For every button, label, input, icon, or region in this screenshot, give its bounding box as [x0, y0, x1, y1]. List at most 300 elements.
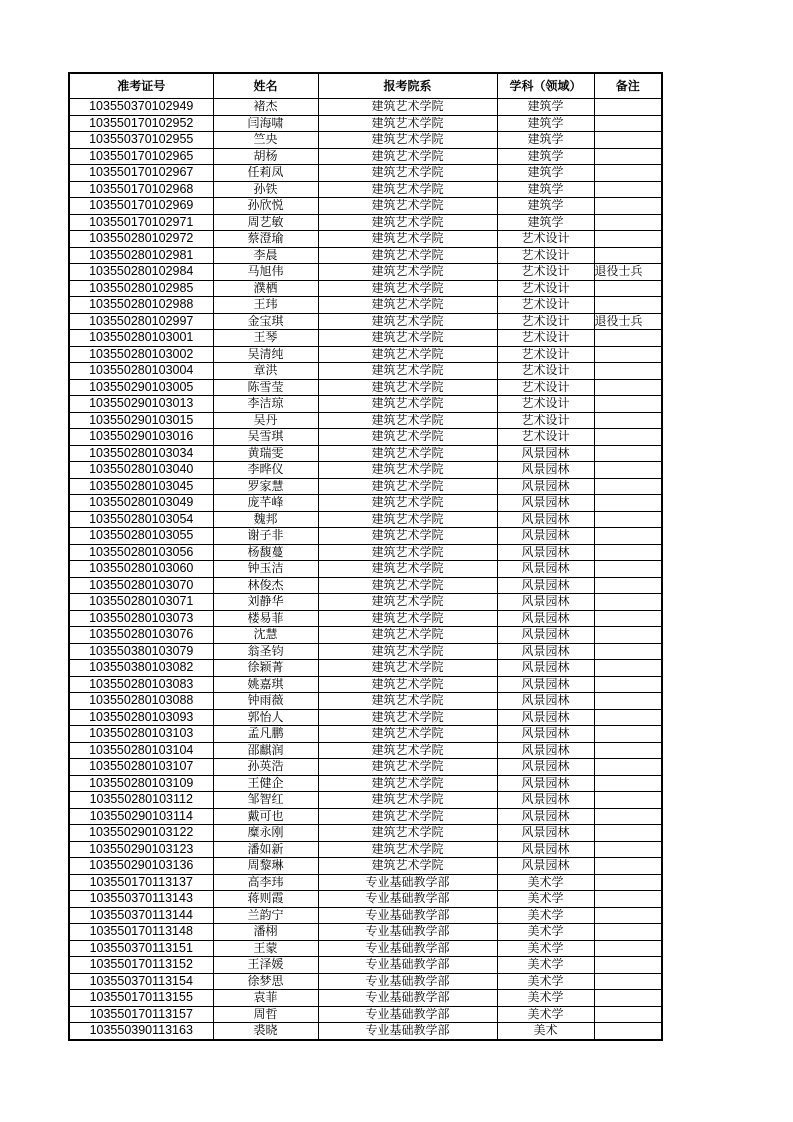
cell-remarks	[594, 660, 662, 677]
cell-name: 周艺敏	[213, 214, 318, 231]
table-row	[69, 957, 662, 974]
cell-remarks	[594, 775, 662, 792]
table-row	[69, 676, 662, 693]
cell-subject: 风景园林	[497, 742, 594, 759]
cell-subject: 美术学	[497, 973, 594, 990]
cell-name: 魏邦	[213, 511, 318, 528]
cell-name: 兰韵宁	[213, 907, 318, 924]
table-row	[69, 478, 662, 495]
cell-exam-id: 103550280103040	[69, 462, 213, 479]
table-body	[69, 99, 662, 1040]
cell-name: 吴雪琪	[213, 429, 318, 446]
cell-department: 专业基础教学部	[318, 907, 497, 924]
cell-subject: 风景园林	[497, 709, 594, 726]
cell-name: 褚杰	[213, 99, 318, 116]
cell-name: 翁圣钧	[213, 643, 318, 660]
cell-department: 建筑艺术学院	[318, 528, 497, 545]
cell-name: 戴可也	[213, 808, 318, 825]
cell-department: 建筑艺术学院	[318, 792, 497, 809]
header-row	[69, 73, 662, 99]
cell-remarks	[594, 280, 662, 297]
cell-remarks	[594, 181, 662, 198]
cell-subject: 建筑学	[497, 132, 594, 149]
header-remarks: 备注	[594, 73, 662, 99]
cell-remarks	[594, 709, 662, 726]
cell-remarks	[594, 841, 662, 858]
cell-remarks	[594, 544, 662, 561]
cell-name: 罗家慧	[213, 478, 318, 495]
cell-name: 蔡澄瑜	[213, 231, 318, 248]
cell-department: 建筑艺术学院	[318, 775, 497, 792]
cell-exam-id: 103550290103123	[69, 841, 213, 858]
cell-department: 建筑艺术学院	[318, 346, 497, 363]
cell-remarks	[594, 297, 662, 314]
cell-department: 建筑艺术学院	[318, 264, 497, 281]
cell-remarks	[594, 693, 662, 710]
cell-remarks	[594, 396, 662, 413]
cell-department: 建筑艺术学院	[318, 841, 497, 858]
cell-remarks	[594, 462, 662, 479]
cell-subject: 艺术设计	[497, 297, 594, 314]
cell-exam-id: 103550170113137	[69, 874, 213, 891]
cell-subject: 美术学	[497, 874, 594, 891]
cell-remarks	[594, 594, 662, 611]
cell-exam-id: 103550280103103	[69, 726, 213, 743]
cell-department: 建筑艺术学院	[318, 99, 497, 116]
cell-exam-id: 103550280103056	[69, 544, 213, 561]
cell-subject: 美术学	[497, 940, 594, 957]
cell-exam-id: 103550380103082	[69, 660, 213, 677]
cell-remarks	[594, 610, 662, 627]
cell-department: 建筑艺术学院	[318, 214, 497, 231]
cell-department: 专业基础教学部	[318, 874, 497, 891]
cell-remarks	[594, 1006, 662, 1023]
cell-exam-id: 103550290103122	[69, 825, 213, 842]
cell-subject: 风景园林	[497, 610, 594, 627]
cell-department: 建筑艺术学院	[318, 313, 497, 330]
cell-remarks	[594, 759, 662, 776]
cell-department: 建筑艺术学院	[318, 577, 497, 594]
cell-name: 郭怡人	[213, 709, 318, 726]
cell-remarks	[594, 445, 662, 462]
table-row	[69, 379, 662, 396]
cell-name: 沈慧	[213, 627, 318, 644]
cell-department: 建筑艺术学院	[318, 297, 497, 314]
table-row	[69, 907, 662, 924]
cell-subject: 艺术设计	[497, 330, 594, 347]
cell-name: 周哲	[213, 1006, 318, 1023]
cell-subject: 艺术设计	[497, 412, 594, 429]
cell-exam-id: 103550280103004	[69, 363, 213, 380]
cell-department: 建筑艺术学院	[318, 412, 497, 429]
table-row	[69, 165, 662, 182]
cell-subject: 建筑学	[497, 115, 594, 132]
cell-remarks	[594, 99, 662, 116]
cell-name: 钟雨薇	[213, 693, 318, 710]
cell-name: 吴丹	[213, 412, 318, 429]
cell-subject: 风景园林	[497, 759, 594, 776]
cell-department: 建筑艺术学院	[318, 808, 497, 825]
cell-exam-id: 103550170102969	[69, 198, 213, 215]
cell-remarks	[594, 132, 662, 149]
cell-remarks	[594, 478, 662, 495]
table-row	[69, 396, 662, 413]
table-row	[69, 726, 662, 743]
cell-name: 吴清纯	[213, 346, 318, 363]
table-row	[69, 973, 662, 990]
cell-remarks	[594, 742, 662, 759]
table-row	[69, 313, 662, 330]
cell-exam-id: 103550280103093	[69, 709, 213, 726]
table-row	[69, 99, 662, 116]
cell-department: 建筑艺术学院	[318, 495, 497, 512]
cell-exam-id: 103550170102968	[69, 181, 213, 198]
cell-department: 专业基础教学部	[318, 973, 497, 990]
cell-remarks	[594, 165, 662, 182]
cell-subject: 风景园林	[497, 841, 594, 858]
cell-subject: 艺术设计	[497, 363, 594, 380]
cell-exam-id: 103550280103034	[69, 445, 213, 462]
cell-name: 谢子非	[213, 528, 318, 545]
table-row	[69, 198, 662, 215]
table-row	[69, 808, 662, 825]
cell-department: 专业基础教学部	[318, 924, 497, 941]
cell-subject: 建筑学	[497, 148, 594, 165]
cell-subject: 艺术设计	[497, 280, 594, 297]
table-row	[69, 148, 662, 165]
cell-department: 建筑艺术学院	[318, 676, 497, 693]
cell-remarks	[594, 643, 662, 660]
cell-subject: 美术学	[497, 924, 594, 941]
cell-department: 专业基础教学部	[318, 1006, 497, 1023]
cell-remarks	[594, 247, 662, 264]
cell-exam-id: 103550170113155	[69, 990, 213, 1007]
cell-remarks	[594, 676, 662, 693]
cell-name: 钟玉洁	[213, 561, 318, 578]
table-row	[69, 874, 662, 891]
cell-name: 黄瑞雯	[213, 445, 318, 462]
table-row	[69, 280, 662, 297]
cell-department: 建筑艺术学院	[318, 610, 497, 627]
cell-name: 章洪	[213, 363, 318, 380]
cell-department: 建筑艺术学院	[318, 511, 497, 528]
cell-name: 刘静华	[213, 594, 318, 611]
cell-exam-id: 103550280103107	[69, 759, 213, 776]
cell-name: 楼易菲	[213, 610, 318, 627]
cell-exam-id: 103550280103055	[69, 528, 213, 545]
cell-remarks	[594, 1023, 662, 1040]
cell-subject: 美术学	[497, 957, 594, 974]
cell-subject: 美术学	[497, 907, 594, 924]
cell-exam-id: 103550280103073	[69, 610, 213, 627]
cell-department: 建筑艺术学院	[318, 363, 497, 380]
cell-remarks	[594, 511, 662, 528]
cell-exam-id: 103550170102965	[69, 148, 213, 165]
cell-exam-id: 103550370113143	[69, 891, 213, 908]
cell-department: 专业基础教学部	[318, 990, 497, 1007]
cell-department: 建筑艺术学院	[318, 709, 497, 726]
table-row	[69, 577, 662, 594]
table-row	[69, 924, 662, 941]
cell-remarks	[594, 957, 662, 974]
cell-department: 建筑艺术学院	[318, 660, 497, 677]
header-department: 报考院系	[318, 73, 497, 99]
cell-exam-id: 103550280103054	[69, 511, 213, 528]
cell-exam-id: 103550280103045	[69, 478, 213, 495]
cell-department: 专业基础教学部	[318, 957, 497, 974]
cell-exam-id: 103550280103104	[69, 742, 213, 759]
cell-remarks	[594, 495, 662, 512]
table-row	[69, 825, 662, 842]
header-name: 姓名	[213, 73, 318, 99]
header-subject: 学科（领域）	[497, 73, 594, 99]
cell-exam-id: 103550290103136	[69, 858, 213, 875]
cell-subject: 风景园林	[497, 561, 594, 578]
cell-department: 建筑艺术学院	[318, 132, 497, 149]
cell-department: 建筑艺术学院	[318, 231, 497, 248]
cell-subject: 风景园林	[497, 775, 594, 792]
cell-subject: 风景园林	[497, 825, 594, 842]
cell-remarks	[594, 214, 662, 231]
cell-subject: 艺术设计	[497, 379, 594, 396]
table-row	[69, 858, 662, 875]
cell-name: 孟凡鹏	[213, 726, 318, 743]
cell-department: 建筑艺术学院	[318, 445, 497, 462]
cell-name: 庞芊峰	[213, 495, 318, 512]
cell-name: 马旭伟	[213, 264, 318, 281]
cell-exam-id: 103550370102949	[69, 99, 213, 116]
cell-remarks	[594, 148, 662, 165]
cell-department: 建筑艺术学院	[318, 379, 497, 396]
cell-name: 高李玮	[213, 874, 318, 891]
cell-subject: 建筑学	[497, 165, 594, 182]
cell-subject: 风景园林	[497, 660, 594, 677]
cell-subject: 风景园林	[497, 462, 594, 479]
cell-exam-id: 103550170113148	[69, 924, 213, 941]
cell-remarks	[594, 561, 662, 578]
table-row	[69, 940, 662, 957]
admission-list-table	[68, 72, 663, 1041]
cell-department: 建筑艺术学院	[318, 858, 497, 875]
cell-subject: 风景园林	[497, 577, 594, 594]
cell-exam-id: 103550280102997	[69, 313, 213, 330]
table-row	[69, 610, 662, 627]
cell-subject: 风景园林	[497, 511, 594, 528]
cell-subject: 建筑学	[497, 181, 594, 198]
table-row	[69, 775, 662, 792]
cell-exam-id: 103550280103002	[69, 346, 213, 363]
cell-name: 姚嘉琪	[213, 676, 318, 693]
cell-remarks	[594, 808, 662, 825]
table-row	[69, 528, 662, 545]
table-row	[69, 264, 662, 281]
cell-remarks	[594, 577, 662, 594]
cell-remarks	[594, 825, 662, 842]
table-row	[69, 544, 662, 561]
cell-exam-id: 103550280103070	[69, 577, 213, 594]
table-row	[69, 412, 662, 429]
cell-department: 建筑艺术学院	[318, 643, 497, 660]
cell-exam-id: 103550370113144	[69, 907, 213, 924]
cell-name: 裘晓	[213, 1023, 318, 1040]
table-row	[69, 709, 662, 726]
cell-exam-id: 103550280102984	[69, 264, 213, 281]
cell-subject: 艺术设计	[497, 396, 594, 413]
cell-department: 建筑艺术学院	[318, 330, 497, 347]
cell-subject: 风景园林	[497, 594, 594, 611]
table-row	[69, 445, 662, 462]
cell-remarks	[594, 528, 662, 545]
cell-department: 专业基础教学部	[318, 891, 497, 908]
cell-subject: 风景园林	[497, 478, 594, 495]
cell-department: 建筑艺术学院	[318, 726, 497, 743]
cell-name: 糜永刚	[213, 825, 318, 842]
cell-remarks	[594, 874, 662, 891]
cell-subject: 美术学	[497, 1006, 594, 1023]
cell-department: 建筑艺术学院	[318, 742, 497, 759]
cell-department: 建筑艺术学院	[318, 115, 497, 132]
cell-department: 建筑艺术学院	[318, 396, 497, 413]
table-row	[69, 594, 662, 611]
cell-exam-id: 103550370102955	[69, 132, 213, 149]
cell-exam-id: 103550290103005	[69, 379, 213, 396]
table-row	[69, 247, 662, 264]
cell-remarks	[594, 940, 662, 957]
cell-exam-id: 103550280103001	[69, 330, 213, 347]
cell-department: 建筑艺术学院	[318, 561, 497, 578]
cell-subject: 风景园林	[497, 808, 594, 825]
table-row	[69, 495, 662, 512]
cell-department: 建筑艺术学院	[318, 280, 497, 297]
cell-department: 专业基础教学部	[318, 940, 497, 957]
cell-remarks	[594, 412, 662, 429]
cell-name: 李洁琼	[213, 396, 318, 413]
cell-exam-id: 103550290103016	[69, 429, 213, 446]
cell-subject: 艺术设计	[497, 247, 594, 264]
cell-name: 金宝琪	[213, 313, 318, 330]
cell-remarks	[594, 330, 662, 347]
cell-exam-id: 103550280103083	[69, 676, 213, 693]
cell-exam-id: 103550290103114	[69, 808, 213, 825]
cell-department: 建筑艺术学院	[318, 759, 497, 776]
cell-remarks	[594, 346, 662, 363]
cell-subject: 艺术设计	[497, 346, 594, 363]
cell-subject: 艺术设计	[497, 429, 594, 446]
cell-remarks	[594, 627, 662, 644]
cell-name: 袁菲	[213, 990, 318, 1007]
table-row	[69, 990, 662, 1007]
cell-remarks: 退役士兵	[594, 264, 662, 281]
cell-subject: 风景园林	[497, 693, 594, 710]
cell-exam-id: 103550170102971	[69, 214, 213, 231]
table-row	[69, 693, 662, 710]
cell-exam-id: 103550280102988	[69, 297, 213, 314]
cell-name: 杨馥蔓	[213, 544, 318, 561]
cell-subject: 艺术设计	[497, 264, 594, 281]
cell-remarks	[594, 924, 662, 941]
cell-name: 邹智红	[213, 792, 318, 809]
cell-remarks	[594, 726, 662, 743]
cell-name: 闫海啸	[213, 115, 318, 132]
cell-name: 潘如新	[213, 841, 318, 858]
cell-remarks	[594, 792, 662, 809]
cell-subject: 风景园林	[497, 544, 594, 561]
cell-exam-id: 103550290103013	[69, 396, 213, 413]
table-row	[69, 1006, 662, 1023]
table-row	[69, 841, 662, 858]
cell-remarks	[594, 429, 662, 446]
cell-department: 建筑艺术学院	[318, 478, 497, 495]
cell-exam-id: 103550380103079	[69, 643, 213, 660]
cell-subject: 美术学	[497, 990, 594, 1007]
cell-department: 建筑艺术学院	[318, 693, 497, 710]
cell-subject: 美术学	[497, 891, 594, 908]
cell-department: 建筑艺术学院	[318, 429, 497, 446]
cell-exam-id: 103550280103060	[69, 561, 213, 578]
cell-subject: 风景园林	[497, 726, 594, 743]
table-row	[69, 759, 662, 776]
cell-remarks	[594, 973, 662, 990]
cell-name: 李晔仪	[213, 462, 318, 479]
cell-exam-id: 103550290103015	[69, 412, 213, 429]
cell-name: 邵麒润	[213, 742, 318, 759]
cell-remarks: 退役士兵	[594, 313, 662, 330]
table-row	[69, 429, 662, 446]
cell-name: 潘栩	[213, 924, 318, 941]
table-row	[69, 214, 662, 231]
cell-subject: 建筑学	[497, 99, 594, 116]
cell-name: 孙英浩	[213, 759, 318, 776]
cell-name: 周黎琳	[213, 858, 318, 875]
cell-name: 蒋则霞	[213, 891, 318, 908]
cell-name: 徐颖菁	[213, 660, 318, 677]
table-row	[69, 346, 662, 363]
cell-subject: 建筑学	[497, 198, 594, 215]
cell-exam-id: 103550170102952	[69, 115, 213, 132]
cell-exam-id: 103550170113152	[69, 957, 213, 974]
cell-name: 林俊杰	[213, 577, 318, 594]
cell-exam-id: 103550170102967	[69, 165, 213, 182]
cell-exam-id: 103550170113157	[69, 1006, 213, 1023]
cell-name: 孙欣悦	[213, 198, 318, 215]
cell-name: 王泽媛	[213, 957, 318, 974]
cell-remarks	[594, 907, 662, 924]
table-row	[69, 792, 662, 809]
cell-remarks	[594, 990, 662, 1007]
cell-exam-id: 103550280103112	[69, 792, 213, 809]
cell-remarks	[594, 198, 662, 215]
cell-remarks	[594, 379, 662, 396]
cell-department: 建筑艺术学院	[318, 544, 497, 561]
cell-department: 建筑艺术学院	[318, 198, 497, 215]
header-exam-id: 准考证号	[69, 73, 213, 99]
cell-exam-id: 103550280103076	[69, 627, 213, 644]
cell-name: 孙铁	[213, 181, 318, 198]
cell-remarks	[594, 891, 662, 908]
cell-name: 王玮	[213, 297, 318, 314]
cell-exam-id: 103550280102981	[69, 247, 213, 264]
cell-subject: 艺术设计	[497, 231, 594, 248]
cell-name: 王蒙	[213, 940, 318, 957]
cell-name: 濮栖	[213, 280, 318, 297]
cell-department: 建筑艺术学院	[318, 825, 497, 842]
table-row	[69, 462, 662, 479]
table-row	[69, 643, 662, 660]
cell-name: 竺央	[213, 132, 318, 149]
cell-remarks	[594, 231, 662, 248]
table-row	[69, 297, 662, 314]
cell-exam-id: 103550370113154	[69, 973, 213, 990]
